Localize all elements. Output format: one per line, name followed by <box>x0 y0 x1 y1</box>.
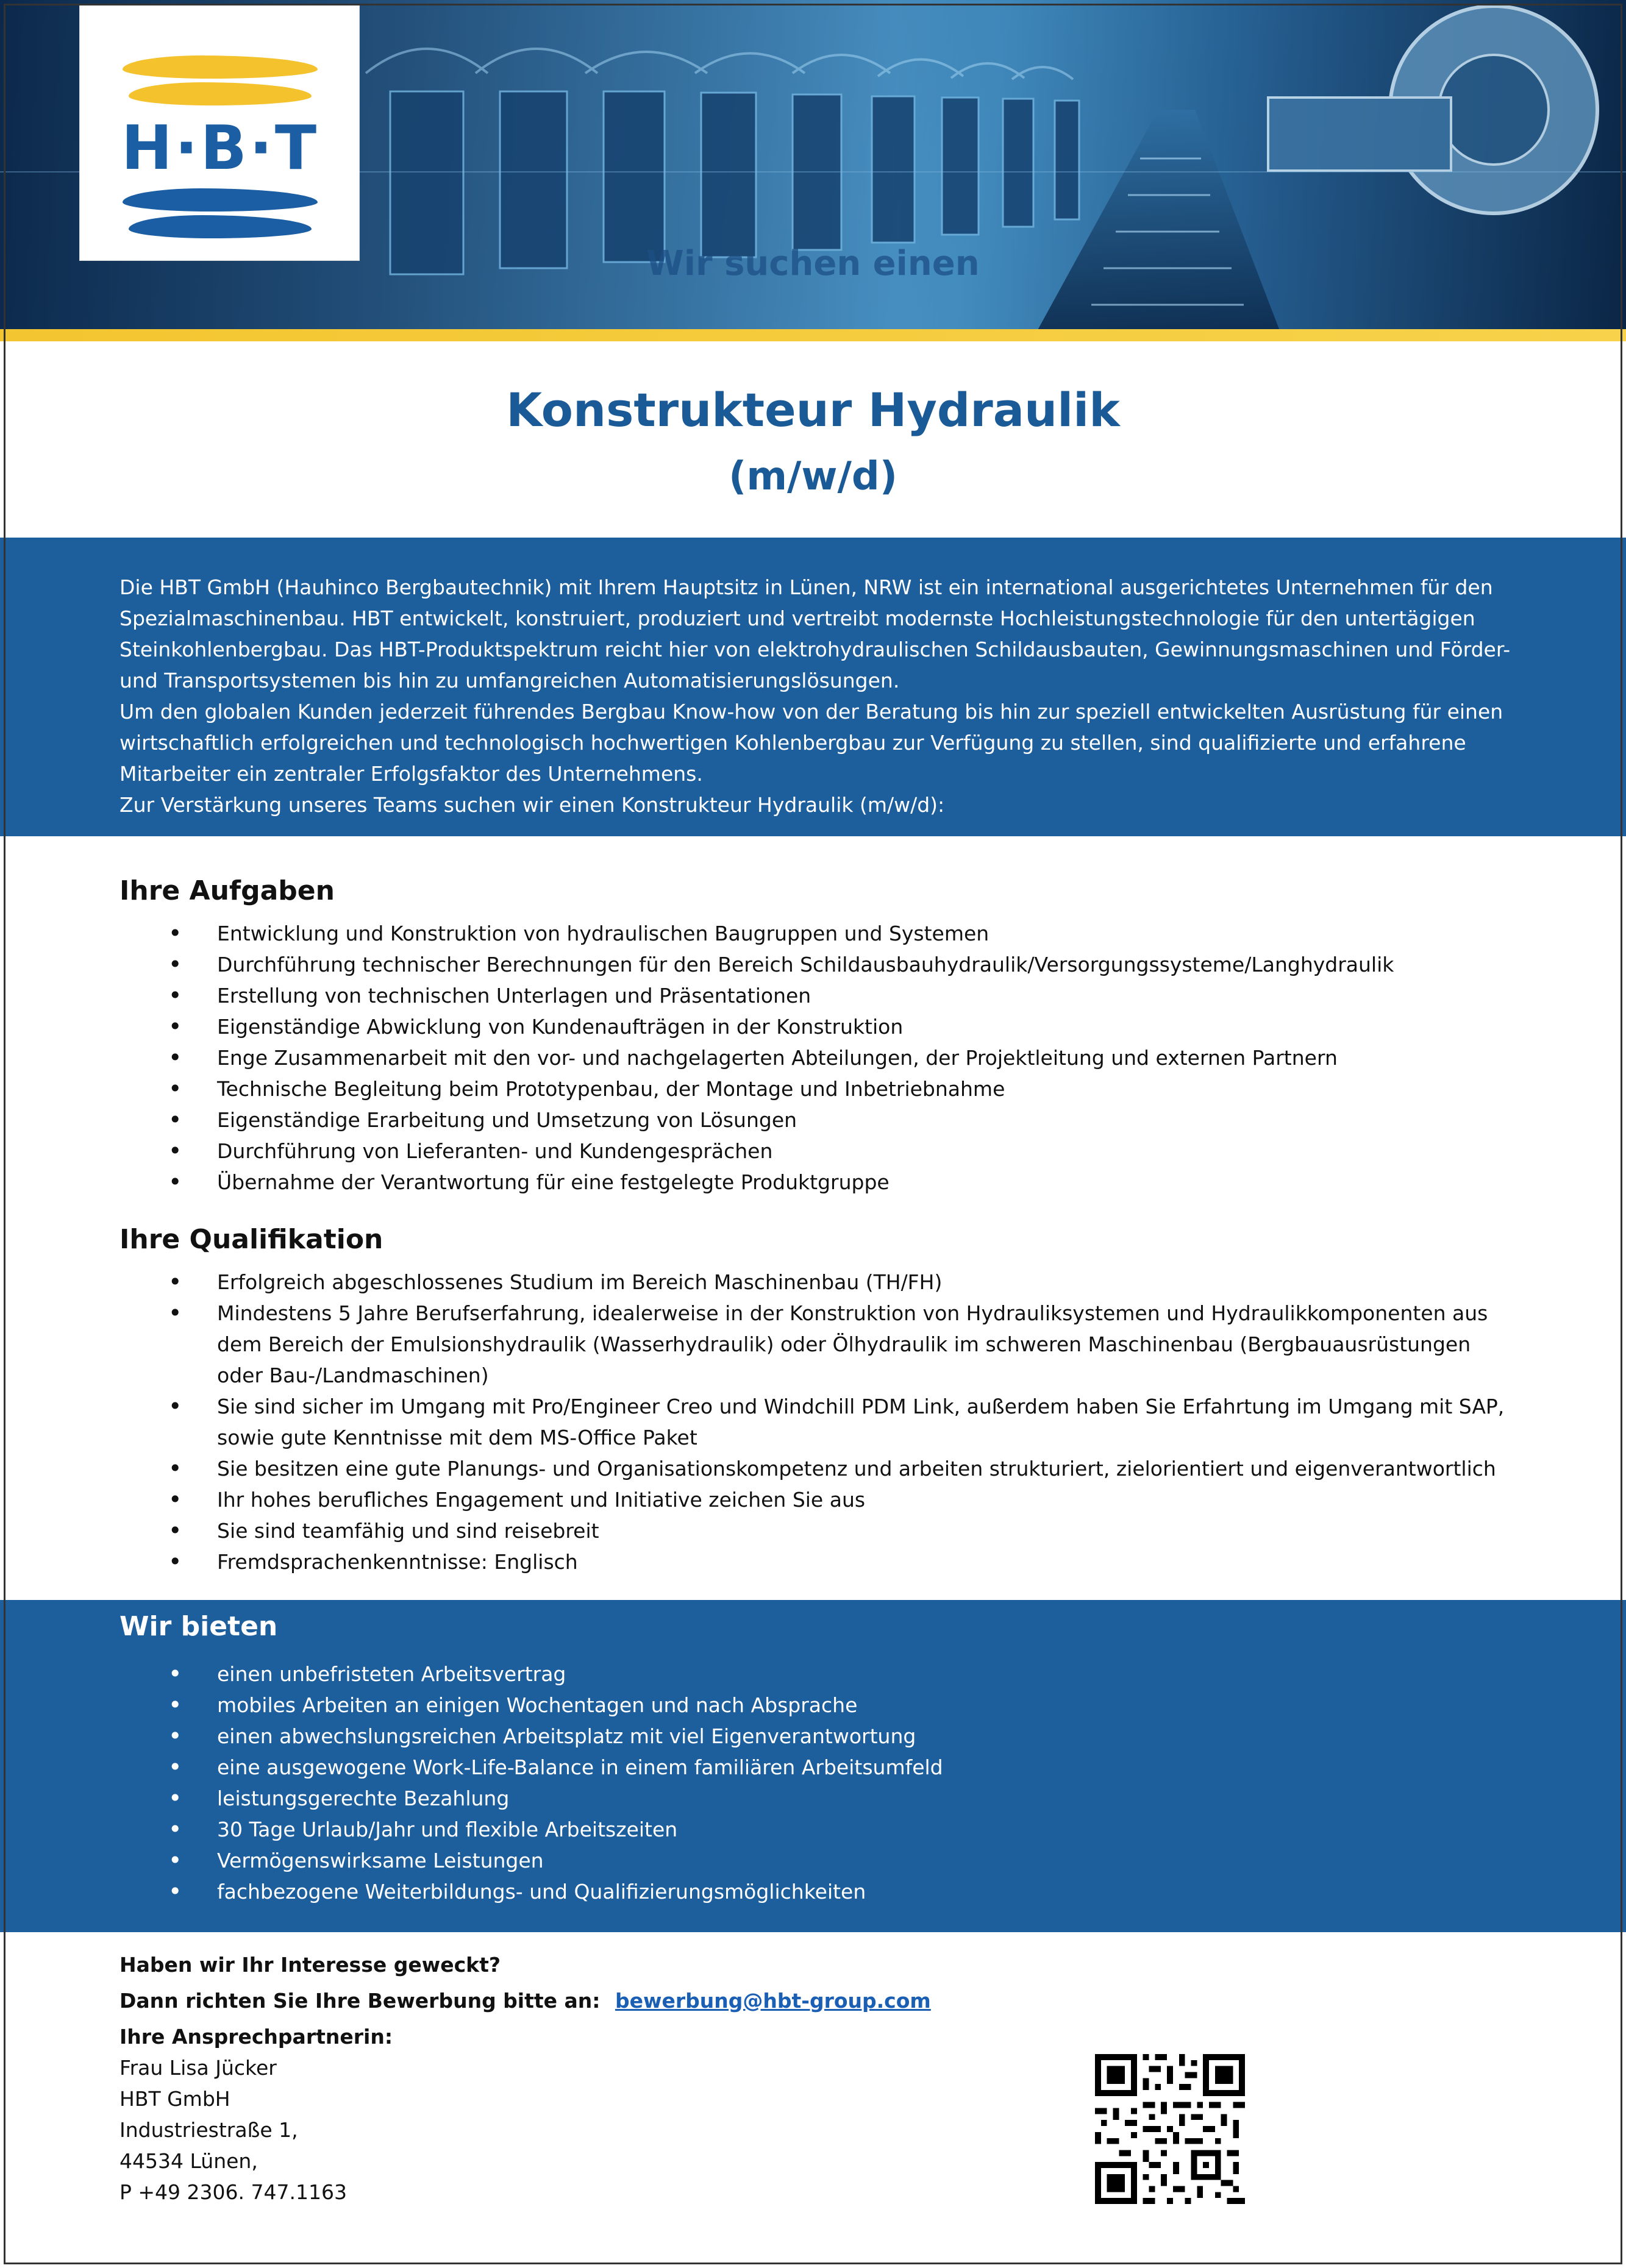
list-item: • Durchführung von Lieferanten- und Kundengesprächen <box>119 1136 1522 1167</box>
company-intro <box>0 538 1626 836</box>
list-item: • mobiles Arbeiten an einigen Wochentagen und nach Absprache <box>119 1690 1522 1721</box>
list-item: • Eigenständige Erarbeitung und Umsetzung von Lösungen <box>119 1104 1522 1136</box>
qualification-heading: Ihre Qualifikation <box>119 1224 383 1255</box>
list-item: • Durchführung technischer Berechnungen für den Bereich Schildausbauhydraulik/Versorgungssysteme/Langhydraulik <box>119 949 1522 980</box>
list-item: • Fremdsprachenkenntnisse: Englisch <box>119 1546 1522 1577</box>
list-item: • Erfolgreich abgeschlossenes Studium im Bereich Maschinenbau (TH/FH) <box>119 1267 1522 1298</box>
contact-block <box>119 1949 931 2208</box>
list-item: • Eigenständige Abwicklung von Kundenaufträgen in der Konstruktion <box>119 1011 1522 1042</box>
list-item: • Mindestens 5 Jahre Berufserfahrung, idealerweise in der Konstruktion von Hydrauliksystemen und Hydraulikkomponenten aus dem Bereich der Emulsionshydraulik (Wasserhydraulik) oder Ölhydraulik im schweren Maschinenbau (Bergbauausrüstungen oder Bau-/Landmaschinen) <box>119 1298 1522 1391</box>
header-banner <box>0 0 1626 341</box>
list-item: • Technische Begleitung beim Prototypenbau, der Montage und Inbetriebnahme <box>119 1073 1522 1104</box>
list-item: • einen abwechslungsreichen Arbeitsplatz mit viel Eigenverantwortung <box>119 1721 1522 1752</box>
offer-heading: Wir bieten <box>119 1611 278 1642</box>
list-item: • eine ausgewogene Work-Life-Balance in einem familiären Arbeitsumfeld <box>119 1752 1522 1783</box>
offer-list <box>119 1658 1522 1907</box>
banner-yellow-stripe <box>0 329 1626 341</box>
job-title-gender: (m/w/d) <box>729 454 897 499</box>
list-item: • Ihr hohes berufliches Engagement und Initiative zeichen Sie aus <box>119 1484 1522 1515</box>
logo-wave-yellow-top <box>123 55 318 79</box>
logo-text: H·B·T <box>121 112 319 183</box>
list-item: • Vermögenswirksame Leistungen <box>119 1845 1522 1876</box>
intro-paragraph: Zur Verstärkung unseres Teams suchen wir einen Konstrukteur Hydraulik (m/w/d): <box>119 793 945 817</box>
list-item: • Entwicklung und Konstruktion von hydraulischen Baugruppen und Systemen <box>119 918 1522 949</box>
qr-code[interactable] <box>1095 2054 1245 2204</box>
contact-person-heading: Ihre Ansprechpartnerin: <box>119 2025 393 2049</box>
tasks-heading: Ihre Aufgaben <box>119 875 335 906</box>
contact-line: Frau Lisa Jücker <box>119 2056 277 2080</box>
list-item: • Sie sind sicher im Umgang mit Pro/Engineer Creo und Windchill PDM Link, außerdem haben Sie Erfahrtung im Umgang mit SAP, sowie gute Kenntnisse mit dem MS-Office Paket <box>119 1391 1522 1453</box>
list-item: • Sie besitzen eine gute Planungs- und Organisationskompetenz und arbeiten strukturiert, zielorientiert und eigenverantwortlich <box>119 1453 1522 1484</box>
list-item: • Sie sind teamfähig und sind reisebreit <box>119 1515 1522 1546</box>
contact-line: Industriestraße 1, <box>119 2118 298 2142</box>
list-item: • Erstellung von technischen Unterlagen und Präsentationen <box>119 980 1522 1011</box>
email-link[interactable]: bewerbung@hbt-group.com <box>615 1989 931 2013</box>
banner-caption: Wir suchen einen <box>646 244 980 283</box>
apply-line <box>119 1985 931 2016</box>
apply-text: Dann richten Sie Ihre Bewerbung bitte an: <box>119 1989 601 2013</box>
list-item: • Übernahme der Verantwortung für eine festgelegte Produktgruppe <box>119 1167 1522 1198</box>
intro-text <box>119 572 1522 820</box>
logo-wave-yellow-bottom <box>129 82 312 105</box>
contact-line: HBT GmbH <box>119 2087 230 2111</box>
logo-wave-blue-bottom <box>129 215 312 238</box>
offer-section <box>0 1600 1626 1932</box>
list-item: • einen unbefristeten Arbeitsvertrag <box>119 1658 1522 1690</box>
logo-wave-blue-top <box>123 188 318 212</box>
contact-line: 44534 Lünen, <box>119 2149 258 2173</box>
list-item: • fachbezogene Weiterbildungs- und Qualifizierungsmöglichkeiten <box>119 1876 1522 1907</box>
hbt-logo <box>79 5 360 261</box>
interest-question: Haben wir Ihr Interesse geweckt? <box>119 1953 501 1977</box>
contact-line: P +49 2306. 747.1163 <box>119 2180 347 2204</box>
intro-paragraph: Um den globalen Kunden jederzeit führendes Bergbau Know-how von der Beratung bis hin zur speziell entwickelten Ausrüstung für einen wirtschaftlich erfolgreichen und technologisch hochwertigen Kohlenbergbau zur Verfügung zu stellen, sind qualifizierte und erfahrene Mitarbeiter ein zentraler Erfolgsfaktor des Unternehmens. <box>119 700 1503 786</box>
qualification-list <box>119 1267 1522 1577</box>
list-item: • leistungsgerechte Bezahlung <box>119 1783 1522 1814</box>
intro-paragraph: Die HBT GmbH (Hauhinco Bergbautechnik) mit Ihrem Hauptsitz in Lünen, NRW ist ein international ausgerichtetes Unternehmen für den Spezialmaschinenbau. HBT entwickelt, konstruiert, produziert und vertreibt modernste Hochleistungstechnologie für den untertägigen Steinkohlenbergbau. Das HBT-Produktspektrum reicht hier von elektrohydraulischen Schildausbauten, Gewinnungsmaschinen und Förder- und Transportsystemen bis hin zu umfangreichen Automatisierungslösungen. <box>119 575 1511 692</box>
list-item: • Enge Zusammenarbeit mit den vor- und nachgelagerten Abteilungen, der Projektleitung und externen Partnern <box>119 1042 1522 1073</box>
list-item: • 30 Tage Urlaub/Jahr und flexible Arbeitszeiten <box>119 1814 1522 1845</box>
job-title: Konstrukteur Hydraulik <box>506 383 1120 437</box>
tasks-list <box>119 918 1522 1198</box>
